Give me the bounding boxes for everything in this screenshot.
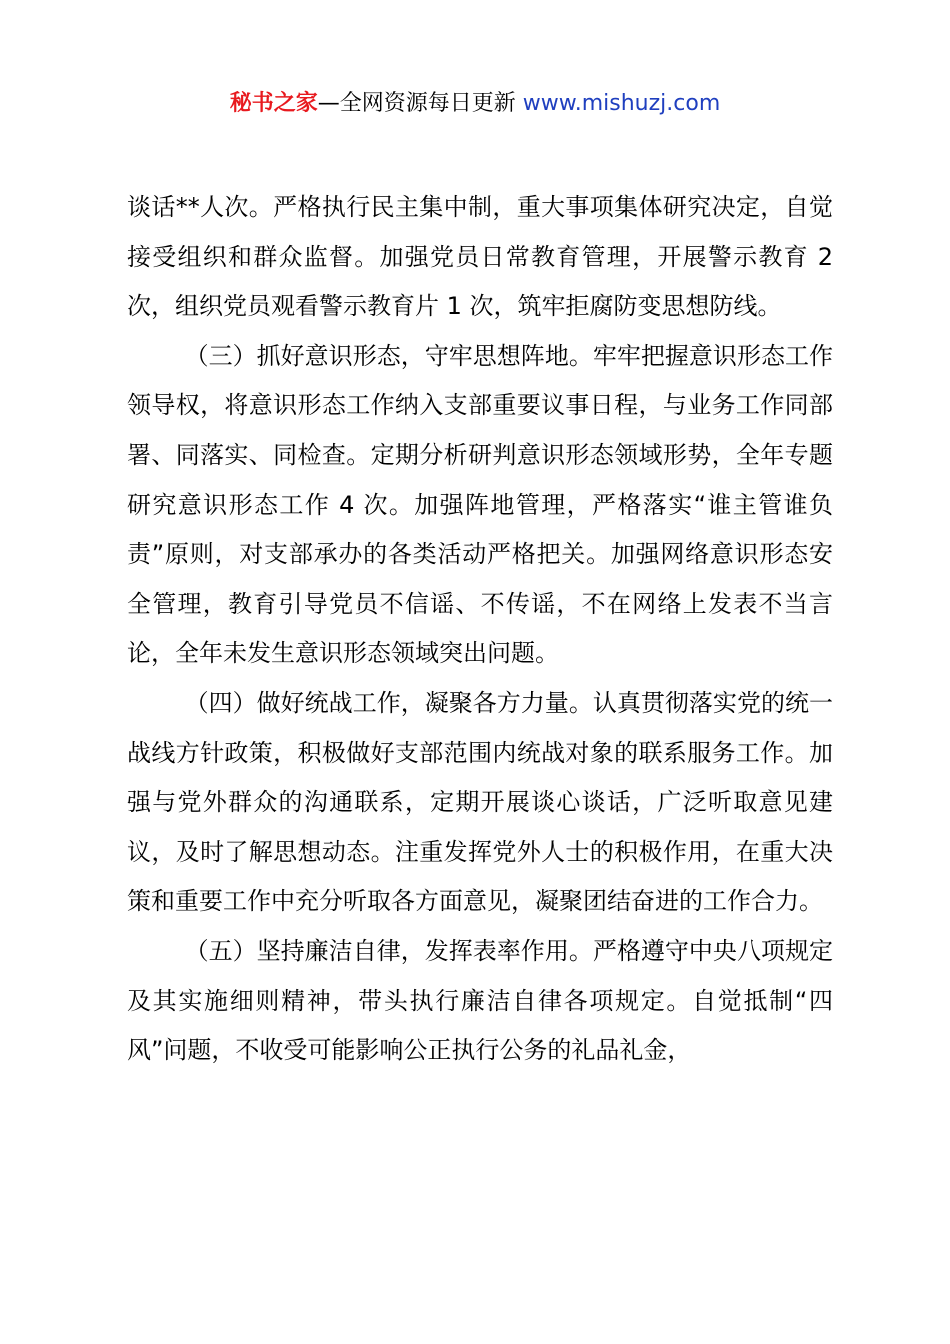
header-site-link[interactable]: www.mishuzj.com (522, 91, 721, 116)
paragraph-2-text: （三）抓好意识形态，守牢思想阵地。牢牢把握意识形态工作领导权，将意识形态工作纳入支部重要议事日程，与业务工作同部署、同落实、同检查。定期分析研判意识形态领域形势，全年专题研究意识形态工作 4 次。加强阵地管理，严格落实“谁主管谁负责”原则，对支部承办的各类活动严格把关。加强网络意识形态安全管理，教育引导党员不信谣、不传谣，不在网络上发表不当言论，全年未发生意识形态领域突出问题。 (127, 341, 833, 668)
header-brand: 秘书之家 (229, 91, 318, 116)
paragraph-4-text: （五）坚持廉洁自律，发挥表率作用。严格遵守中央八项规定及其实施细则精神，带头执行廉洁自律各项规定。自觉抵制“四风”问题，不收受可能影响公正执行公务的礼品礼金， (127, 936, 833, 1065)
header-tagline: —全网资源每日更新 (317, 91, 523, 116)
paragraph-2 (127, 332, 833, 679)
document-body (127, 183, 833, 1076)
paragraph-3 (127, 679, 833, 927)
paragraph-1 (127, 183, 833, 332)
page-header (0, 88, 950, 120)
paragraph-3-text: （四）做好统战工作，凝聚各方力量。认真贯彻落实党的统一战线方针政策，积极做好支部范围内统战对象的联系服务工作。加强与党外群众的沟通联系，定期开展谈心谈话，广泛听取意见建议，及时了解思想动态。注重发挥党外人士的积极作用，在重大决策和重要工作中充分听取各方面意见，凝聚团结奋进的工作合力。 (127, 688, 833, 916)
paragraph-4 (127, 927, 833, 1076)
paragraph-1-text: 谈话**人次。严格执行民主集中制，重大事项集体研究决定，自觉接受组织和群众监督。加强党员日常教育管理，开展警示教育 2 次，组织党员观看警示教育片 1 次，筑牢拒腐防变思想防线。 (127, 193, 833, 321)
